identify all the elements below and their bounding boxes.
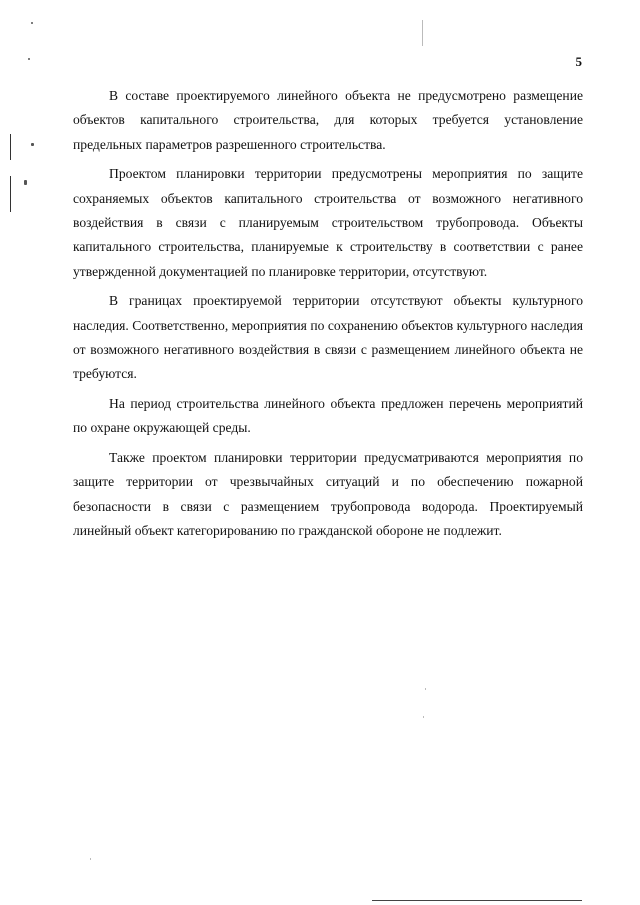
scan-faint-mark bbox=[422, 20, 423, 46]
paragraph: Также проектом планировки территории предусматриваются мероприятия по защите территории от чрезвычайных ситуаций и по обеспечению пожарной безопасности в связи с размещением трубопровода водорода. Проектируемый линейный объект категорированию по гражданской обороне не подлежит. bbox=[73, 449, 583, 538]
scan-speck bbox=[31, 22, 33, 24]
page-number: 5 bbox=[575, 54, 582, 69]
scan-speck bbox=[31, 143, 34, 146]
scan-faint-mark bbox=[425, 688, 426, 690]
paragraph: Проектом планировки территории предусмотрены мероприятия по защите сохраняемых объектов капитального строительства от возможного негативного воздействия в связи с планируемым строительством трубопровода. Объекты капитального строительства, планируемые к строительству в соответствии с ранее утвержденной документацией по планировке территории, отсутствуют. bbox=[73, 166, 583, 279]
scan-speck bbox=[28, 58, 30, 60]
body-text bbox=[73, 84, 583, 543]
scan-faint-mark bbox=[90, 858, 91, 860]
paragraph: В границах проектируемой территории отсутствуют объекты культурного наследия. Соответственно, мероприятия по сохранению объектов культурного наследия от возможного негативного воздействия в связи с размещением линейного объекта не требуются. bbox=[73, 293, 583, 382]
paragraph: На период строительства линейного объекта предложен перечень мероприятий по охране окружающей среды. bbox=[73, 395, 583, 436]
scan-faint-mark bbox=[423, 716, 424, 718]
scan-bottom-line bbox=[372, 900, 582, 901]
paragraph: В составе проектируемого линейного объекта не предусмотрено размещение объектов капитального строительства, для которых требуется установление предельных параметров разрешенного строительства. bbox=[73, 88, 583, 152]
scan-speck bbox=[24, 180, 27, 185]
scan-margin-line bbox=[10, 134, 11, 160]
scan-margin-line bbox=[10, 176, 11, 212]
